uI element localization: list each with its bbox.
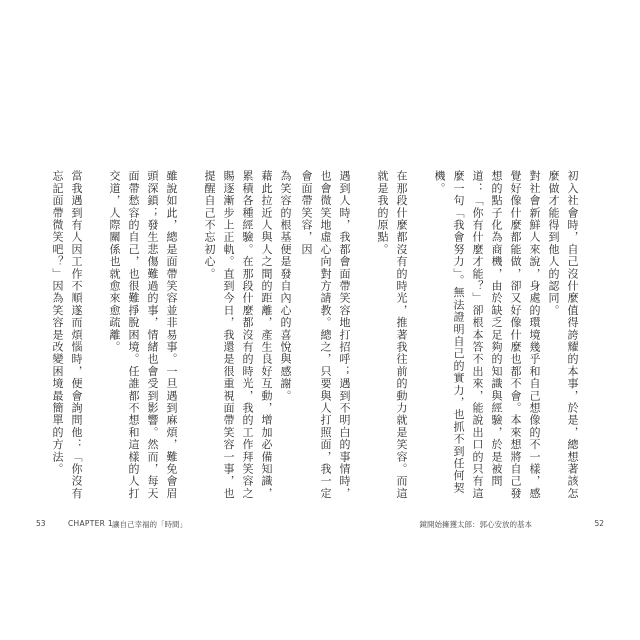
right-paragraph-1: 初入社會時，自己沒什麼值得誇耀的本事，於是，總想著該怎麼做才能得到他人的認同。	[547, 170, 579, 500]
left-page-body	[51, 170, 295, 500]
right-page-number: 52	[594, 519, 604, 528]
chapter-label: CHAPTER 1	[68, 519, 113, 528]
left-paragraph-4: 當我遇到有人因工作不順遂而煩惱時，便會詢問他：「你沒有忘記面帶微笑吧？」因為笑容是改變困境最簡單的方法。	[51, 170, 83, 500]
left-paragraph-3: 雖說如此，總是面帶笑容並非易事。一旦遇到麻煩，難免會眉頭深鎖；發生悲傷難過的事，情緒也會受到影響。然而，每天面帶愁容的自己，也很難掙脫困境。任誰都不想和這樣的人打交道，人際關係也就愈來愈疏離。	[108, 170, 178, 500]
left-page-number: 53	[36, 519, 46, 528]
right-paragraph-2: 對社會新鮮人來說，身處的環境幾乎和自己想像的不一樣，感覺好像什麼都能做，卻又好像什麼也都不會。本來想將自己發想的點子化為商機，由於缺乏足夠的知識與經驗，於是被問道：「你有什麼才能？」卻根本答不出來，能說出口的只有這麼一句「我會努力」。無法證明自己的實力，也抓不到任何契機。	[433, 170, 541, 500]
right-running-title: 鏡開始擁獲太郎：郭心安放的基本	[419, 520, 532, 529]
left-paragraph-2: 藉此拉近人與人之間的距離，產生良好互動，增加必備知識，累積各種經驗。在那段什麼都沒有的時光，我的工作拜笑容之賜逐漸步上正軌。直到今日，我還是很重視面帶笑容一事，也提醒自己不忘初心。	[203, 170, 273, 500]
left-paragraph-1: 為笑容的根基便是發自內心的喜悅與感謝。	[279, 170, 292, 402]
right-page-body	[300, 170, 582, 500]
right-paragraph-3: 在那段什麼都沒有的時光，推著我往前的動力就是笑容。而這就是我的原點。	[376, 170, 408, 500]
left-running-title: 讓自己幸福的「時間」	[112, 520, 187, 529]
right-paragraph-4: 遇到人時，我都會面帶笑容地打招呼；遇到不明白的事情時，也會微笑地虛心向對方請教。總之，只要與人打照面，我一定會面帶笑容，因	[300, 170, 351, 500]
